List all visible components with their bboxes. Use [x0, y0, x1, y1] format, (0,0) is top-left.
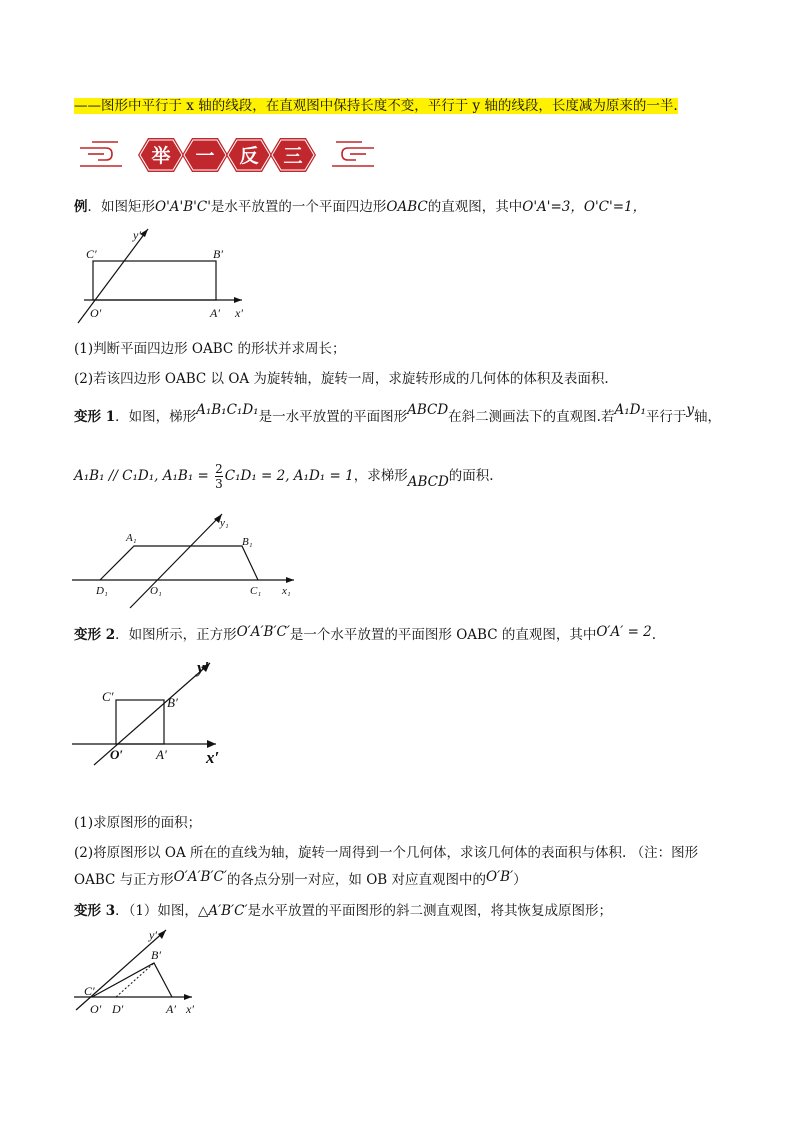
label-o1: O₁	[150, 585, 162, 597]
label-y1: y₁	[220, 517, 229, 529]
square-oabc	[116, 700, 164, 744]
example-q1: (1)判断平面四边形 OABC 的形状并求周长；	[74, 341, 346, 357]
var2-statement: 变形 2．如图所示，正方形O′A′B′C′是一个水平放置的平面图形 OABC 的直观图，其中O′A′ = 2.	[74, 624, 657, 643]
label-b: B′	[213, 247, 223, 261]
label-a: A′	[210, 306, 220, 320]
label-y: y′	[149, 928, 157, 942]
label-c: C′	[102, 689, 114, 704]
y-arrow	[158, 930, 166, 939]
note-text: ——图形中平行于 x 轴的线段，在直观图中保持长度不变，平行于 y 轴的线段，长度减为原来的一半.	[74, 98, 678, 114]
x-arrow	[207, 740, 216, 748]
example-figure	[70, 225, 270, 330]
var2-q2-cont: OABC 与正方形O′A′B′C′的各点分别一对应，如 OB 对应直观图中的O′B′）	[74, 869, 527, 888]
label-b: B′	[151, 948, 161, 962]
var2-q1: (1)求原图形的面积；	[74, 815, 202, 831]
y-axis	[130, 514, 222, 608]
var2-label: 变形 2	[74, 627, 116, 643]
label-c: C′	[86, 247, 97, 261]
banner-char-3: 反	[239, 146, 259, 167]
label-a1: A₁	[126, 532, 137, 544]
var2-figure	[70, 655, 230, 770]
y-axis	[78, 229, 148, 323]
example-label: 例	[74, 199, 88, 215]
var1-statement: 变形 1．如图，梯形A₁B₁C₁D₁是一水平放置的平面图形ABCD在斜二测画法下的直观图.若A₁D₁平行于y轴，	[74, 402, 721, 425]
label-b1: B₁	[242, 536, 253, 548]
trapezoid	[100, 546, 258, 580]
label-x: x′	[206, 748, 220, 767]
var1-label: 变形 1	[74, 409, 116, 425]
banner-left-ornament	[80, 142, 122, 166]
label-y: y′	[197, 658, 210, 677]
triangle-abc	[92, 963, 172, 997]
rect-oabc	[93, 261, 216, 300]
label-a: A′	[156, 747, 167, 762]
banner-jyfs	[78, 134, 378, 176]
var1-figure	[72, 510, 302, 610]
label-x1: x₁	[282, 585, 291, 597]
label-o: O′	[110, 747, 124, 762]
banner-char-2: 一	[195, 146, 215, 167]
x-arrow	[184, 994, 192, 1000]
var2-q2: (2)将原图形以 OA 所在的直线为轴，旋转一周得到一个几何体，求该几何体的表面积与体积. （注：图形	[74, 845, 699, 861]
y-arrow	[140, 229, 148, 237]
label-c1: C₁	[250, 585, 262, 597]
banner-right-ornament	[332, 142, 374, 166]
y-axis	[76, 930, 166, 1010]
var3-label: 变形 3	[74, 903, 116, 919]
median-bd	[116, 963, 154, 997]
label-d1: D₁	[96, 585, 108, 597]
banner-char-4: 三	[283, 146, 303, 167]
example-statement: 例．如图矩形O'A'B'C'是水平放置的一个平面四边形OABC的直观图，其中O'A'=3，O'C'=1，	[74, 199, 647, 215]
label-a: A′	[166, 1002, 176, 1016]
x-arrow	[286, 577, 294, 583]
example-q2: (2)若该四边形 OABC 以 OA 为旋转轴，旋转一周，求旋转形成的几何体的体积及表面积.	[74, 371, 609, 387]
label-x: x′	[186, 1002, 194, 1016]
var3-figure	[72, 925, 212, 1020]
label-d: D′	[112, 1002, 124, 1016]
label-o: O′	[90, 1002, 102, 1016]
label-y: y′	[133, 228, 141, 242]
banner-char-1: 举	[151, 146, 171, 167]
label-c: C′	[84, 984, 95, 998]
label-o: O′	[90, 306, 102, 320]
label-x: x′	[235, 306, 243, 320]
var1-condition: A₁B₁ // C₁D₁, A₁B₁ = $\frac{2}{3}$ C₁D₁ = 2, A₁D₁ = 1，求梯形ABCD的面积.	[74, 462, 494, 491]
note-line	[74, 96, 678, 116]
x-arrow	[234, 297, 242, 303]
var3-statement: 变形 3．（1）如图，△A′B′C′是水平放置的平面图形的斜二测直观图，将其恢复成原图形；	[74, 903, 613, 919]
label-b: B′	[167, 695, 178, 710]
